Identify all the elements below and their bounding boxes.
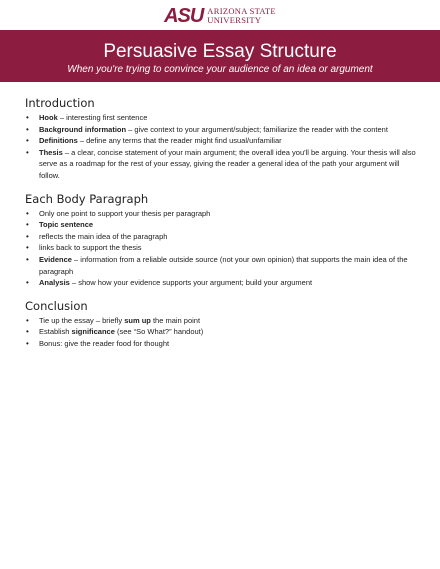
item-text: the main point [150,315,201,325]
item-text: Bonus: give the reader food for thought [39,338,170,348]
item-text: – a clear, concise statement of your main argument; the overall idea you'll be arguing. Your thesis will also serve as a roadmap for the rest of your essay, giving the reader a general idea of the path your argument will follow. [39,147,416,180]
list-item [25,219,420,231]
list-item [25,242,420,254]
header-logo-row [0,6,440,28]
list-item [25,315,420,327]
list-item [25,124,420,136]
item-text: Only one point to support your thesis per paragraph [39,208,211,218]
list-item [25,277,420,289]
section-list [25,315,420,350]
item-text: – show how your evidence supports your argument; build your argument [69,278,313,288]
section-list [25,208,420,289]
section-heading: Each Body Paragraph [25,191,149,206]
section-heading: Conclusion [25,298,88,313]
list-item [25,208,420,220]
item-text: reflects the main idea of the paragraph [39,231,168,241]
item-text: – interesting first sentence [57,113,148,122]
section-heading: Introduction [25,96,95,110]
item-text: Tie up the essay – briefly [39,315,125,325]
section-conclusion [25,299,420,350]
list-item [25,135,420,147]
list-item [25,112,420,124]
section-body-paragraph [25,192,420,289]
section-introduction [25,96,420,182]
item-term: Topic sentence [39,220,94,230]
item-text: Establish [39,327,72,337]
item-text: – give context to your argument/subject; familiarize the reader with the content [126,124,388,134]
page-title: Persuasive Essay Structure [103,41,337,62]
page-subtitle: When you're trying to convince your audience of an idea or argument [67,64,373,75]
item-term: Analysis [39,278,70,288]
item-text: – information from a reliable outside source (not your own opinion) that supports the main idea of the paragraph [39,254,408,276]
item-text: (see “So What?” handout) [114,327,204,337]
item-term: Hook [39,113,58,122]
logo-mark: ASU [164,5,204,27]
list-item [25,231,420,243]
list-item [25,254,420,277]
logo-wordmark [207,7,276,25]
list-item [25,147,420,182]
logo-line-1: ARIZONA STATE [207,6,276,16]
item-term: Evidence [39,254,72,264]
item-term: Definitions [39,136,78,146]
item-text: – define any terms that the reader might find usual/unfamiliar [77,136,282,146]
item-term: Background information [39,124,127,134]
item-term: Thesis [39,147,63,157]
item-term: sum up [124,315,151,325]
item-term: significance [71,327,115,337]
list-item [25,338,420,350]
section-list [25,112,420,182]
item-text: links back to support the thesis [39,243,142,253]
logo-line-2: UNIVERSITY [207,15,262,25]
document-body [25,96,420,360]
list-item [25,326,420,338]
asu-logo [164,6,276,26]
title-banner [0,30,440,82]
